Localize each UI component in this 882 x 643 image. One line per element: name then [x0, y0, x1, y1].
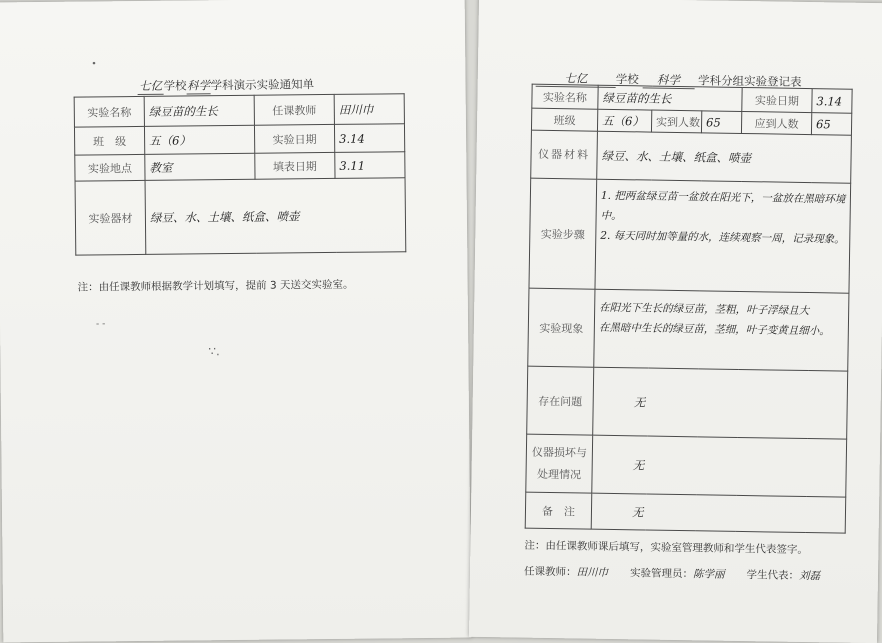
instruments-label: 仪器材料 [531, 130, 598, 179]
register-footnote: 注：由任课教师课后填写，实验室管理教师和学生代表签字。 [524, 539, 808, 557]
problems-value: 无 [593, 367, 848, 439]
teacher-signature: 田川巾 [576, 566, 609, 579]
teacher-signature-label: 任课教师： [523, 565, 577, 579]
phenomenon-item: 在黑暗中生长的绿豆苗，茎细，叶子变黄且细小。 [598, 321, 830, 338]
equipment-label: 实验器材 [75, 180, 146, 255]
teacher-value: 田川巾 [334, 94, 404, 125]
title-tail: 学科演示实验通知单 [210, 77, 315, 93]
table-row [529, 178, 851, 293]
experiment-date-label: 实验日期 [742, 87, 812, 112]
notice-sheet-title [137, 76, 314, 95]
fill-date-label: 填表日期 [255, 152, 335, 179]
school-name-fill: 七亿 [137, 78, 163, 95]
register-sheet-page [469, 0, 882, 643]
student-rep-label: 学生代表： [746, 569, 800, 582]
experiment-name-value: 绿豆苗的生长 [144, 95, 254, 126]
table-row [531, 130, 852, 183]
school-name-fill: 七亿 [536, 70, 616, 88]
attended-value: 65 [701, 111, 741, 134]
remarks-value: 无 [591, 493, 846, 533]
step-item: 2. 每天同时加等量的水，连续观察一周，记录现象。 [600, 229, 845, 246]
table-row [525, 492, 846, 533]
table-row [526, 434, 847, 497]
instruments-value: 绿豆、水、土壤、纸盒、喷壶 [597, 131, 852, 183]
steps-label: 实验步骤 [529, 178, 597, 289]
class-value: 五（6） [597, 109, 651, 132]
experiment-name-value: 绿豆苗的生长 [598, 85, 742, 111]
equipment-value: 绿豆、水、土壤、纸盒、喷壶 [145, 178, 406, 255]
school-suffix: 学校 [615, 71, 639, 87]
location-label: 实验地点 [75, 154, 145, 181]
expected-value: 65 [811, 113, 851, 136]
notice-footnote: 注：由任课教师根据教学计划填写，提前 3 天送交实验室。 [77, 278, 354, 294]
problems-label: 存在问题 [527, 366, 594, 435]
class-label: 班 级 [74, 126, 144, 155]
attended-label: 实到人数 [651, 110, 701, 133]
signature-line [524, 564, 820, 584]
location-value: 教室 [145, 153, 255, 180]
scribble-mark: ∵. [208, 344, 220, 359]
fill-date-value: 3.11 [335, 152, 405, 179]
table-row [74, 94, 404, 127]
table-row [528, 288, 849, 371]
phenomenon-item: 在阳光下生长的绿豆苗，茎粗，叶子浮绿且大 [599, 301, 810, 318]
damage-label: 仪器损坏与处理情况 [526, 434, 593, 493]
lab-admin-label: 实验管理员： [629, 567, 694, 581]
experiment-name-label: 实验名称 [74, 96, 144, 127]
experiment-date-value: 3.14 [334, 124, 404, 153]
experiment-date-label: 实验日期 [254, 124, 334, 153]
experiment-date-value: 3.14 [812, 89, 852, 114]
experiment-name-label: 实验名称 [532, 84, 598, 109]
table-row [75, 178, 406, 255]
phenomenon-label: 实验现象 [528, 288, 595, 367]
table-row [75, 152, 405, 181]
student-rep-signature: 刘磊 [798, 569, 821, 583]
table-row [527, 366, 848, 439]
lab-admin-signature: 陈学丽 [692, 568, 725, 581]
teacher-label: 任课教师 [254, 94, 334, 125]
scribble-mark: - - [95, 319, 106, 330]
title-tail: 学科分组实验登记表 [697, 73, 802, 89]
step-item: 1. 把两盆绿豆苗一盆放在阳光下，一盆放在黑暗环境中。 [600, 189, 846, 223]
scribble-mark: • [91, 59, 97, 70]
expected-label: 应到人数 [741, 111, 811, 134]
table-row [74, 124, 404, 155]
remarks-label: 备 注 [525, 492, 592, 529]
class-label: 班级 [531, 108, 597, 131]
steps-value [595, 179, 851, 293]
phenomenon-value [594, 289, 849, 371]
notice-table [74, 93, 407, 255]
subject-name-fill: 科学 [642, 71, 694, 89]
school-suffix: 学校 [163, 78, 187, 93]
damage-value: 无 [592, 435, 847, 497]
subject-name-fill: 科学 [186, 77, 210, 94]
class-value: 五（6） [144, 125, 254, 154]
register-table [525, 84, 853, 534]
